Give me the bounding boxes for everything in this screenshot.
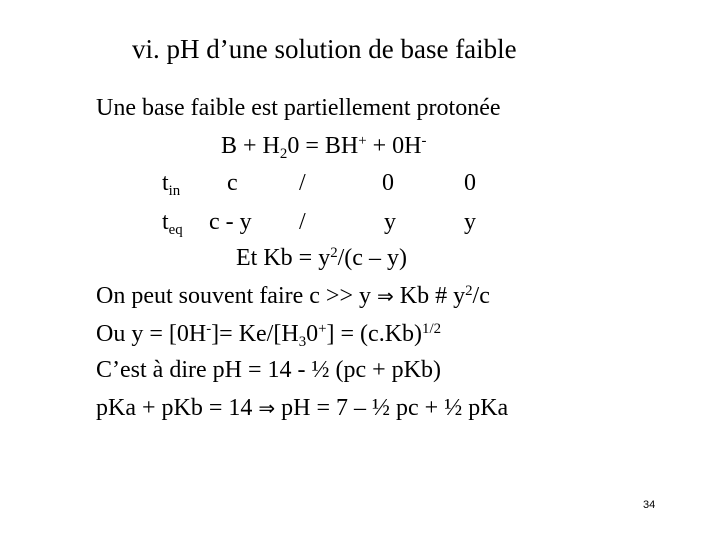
ou-part-c: 0	[306, 321, 319, 347]
teq-label	[162, 209, 183, 239]
approx-part-a: On peut souvent faire c >> y	[96, 283, 371, 309]
teq-c1: c - y	[209, 209, 252, 235]
approx-sup: 2	[465, 282, 473, 299]
ou-sub-3: 3	[298, 334, 307, 351]
teq-c3: y	[384, 209, 396, 235]
ou-sup-plus: +	[318, 320, 327, 337]
tin-sub: in	[168, 183, 181, 200]
approx-part-c: /c	[472, 283, 490, 309]
implies-arrow-icon: ⇒	[258, 396, 276, 420]
kb-part-b: /(c – y)	[337, 245, 407, 271]
kb-part-a: Et Kb = y	[236, 245, 331, 271]
equation-line	[221, 132, 427, 163]
ou-sup-half: 1/2	[422, 320, 442, 337]
equation-part-oh: + 0H	[372, 133, 422, 159]
approx-line	[96, 283, 490, 310]
ou-part-b: ]= Ke/[H	[211, 321, 299, 347]
ou-line	[96, 320, 442, 351]
ou-part-a: Ou y = [0H	[96, 321, 207, 347]
intro-text: Une base faible est partiellement protonée	[96, 95, 501, 121]
teq-t: t	[162, 209, 169, 235]
tin-label	[162, 170, 181, 200]
last-part-b: pH = 7 – ½ pc + ½ pKa	[281, 395, 509, 421]
last-part-a: pKa + pKb = 14	[96, 395, 253, 421]
equation-part-mid: 0 = BH	[287, 133, 359, 159]
equation-sup-minus: -	[421, 132, 427, 149]
tin-c1: c	[227, 170, 238, 196]
approx-part-b: Kb # y	[399, 283, 466, 309]
last-line	[96, 395, 508, 422]
ou-part-d: ] = (c.Kb)	[326, 321, 423, 347]
teq-c4: y	[464, 209, 476, 235]
slide-title: vi. pH d’une solution de base faible	[132, 34, 517, 64]
kb-sup: 2	[330, 244, 338, 261]
page-number: 34	[643, 499, 656, 511]
kb-line	[236, 245, 407, 272]
teq-c2: /	[299, 209, 306, 235]
tin-t: t	[162, 170, 169, 196]
ph-line: C’est à dire pH = 14 - ½ (pc + pKb)	[96, 357, 441, 383]
equation-sup-plus: +	[358, 132, 367, 149]
implies-arrow-icon: ⇒	[377, 284, 394, 308]
tin-c2: /	[299, 170, 306, 196]
tin-c4: 0	[464, 170, 476, 196]
ou-sup-minus: -	[206, 320, 212, 337]
equation-sub-2: 2	[279, 146, 288, 163]
equation-part-b: B + H	[221, 133, 280, 159]
tin-c3: 0	[382, 170, 394, 196]
teq-sub: eq	[168, 222, 183, 239]
